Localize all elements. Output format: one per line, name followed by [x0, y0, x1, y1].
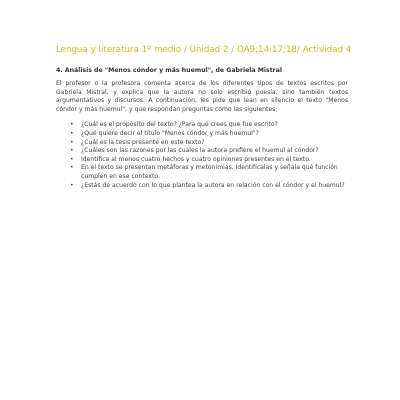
bullet-icon: •: [70, 138, 74, 146]
bullet-icon: •: [70, 164, 74, 172]
list-item: [70, 147, 348, 156]
question-text: ¿Cuál es la tesis presente en este texto?: [81, 138, 205, 146]
bullet-icon: •: [70, 181, 74, 189]
bullet-icon: •: [70, 121, 74, 129]
document-page: [56, 44, 352, 190]
breadcrumb: Lengua y literatura 1º medio / Unidad 2 / OA9;14;17;18/ Actividad 4: [56, 45, 352, 55]
list-item: [70, 181, 348, 191]
question-text: ¿Cuáles son las razones por las cuales la autora prefiere el huemul al cóndor?: [81, 147, 319, 155]
bullet-icon: •: [70, 147, 74, 155]
question-text: ¿Cuál es el propósito del texto? ¿Para qué crees que fue escrito?: [81, 121, 278, 129]
intro-paragraph: El profesor o la profesora comenta acerca de los diferentes tipos de textos escritos por Gabriela Mistral, y explica que la autora no solo escribió poesía, sino también textos argumentativos y discursos. A continuación, les pide que lean en silencio el texto "Menos cóndor y más huemul", y que respondan preguntas como las siguientes:: [56, 80, 348, 113]
list-item: [70, 138, 348, 148]
question-text: ¿Estás de acuerdo con lo que plantea la autora en relación con el cóndor y el huemul?: [81, 181, 345, 189]
section-title: 4. Análisis de "Menos cóndor y más huemul", de Gabriela Mistral: [56, 67, 283, 74]
list-item: [70, 121, 348, 130]
bullet-icon: •: [70, 155, 74, 163]
question-text: Identifica al menos cuatro hechos y cuatro opiniones presentes en el texto.: [81, 155, 311, 163]
list-item: [70, 164, 348, 181]
question-text: ¿Qué quiere decir el título "Menos cóndor y más huemul"?: [81, 129, 259, 137]
questions-list: [56, 121, 348, 190]
list-item: [70, 129, 348, 139]
bullet-icon: •: [70, 129, 74, 137]
question-text: En el texto se presentan metáforas y metonimias. Identifícalas y señala qué función cumplen en ese contexto.: [81, 164, 338, 180]
